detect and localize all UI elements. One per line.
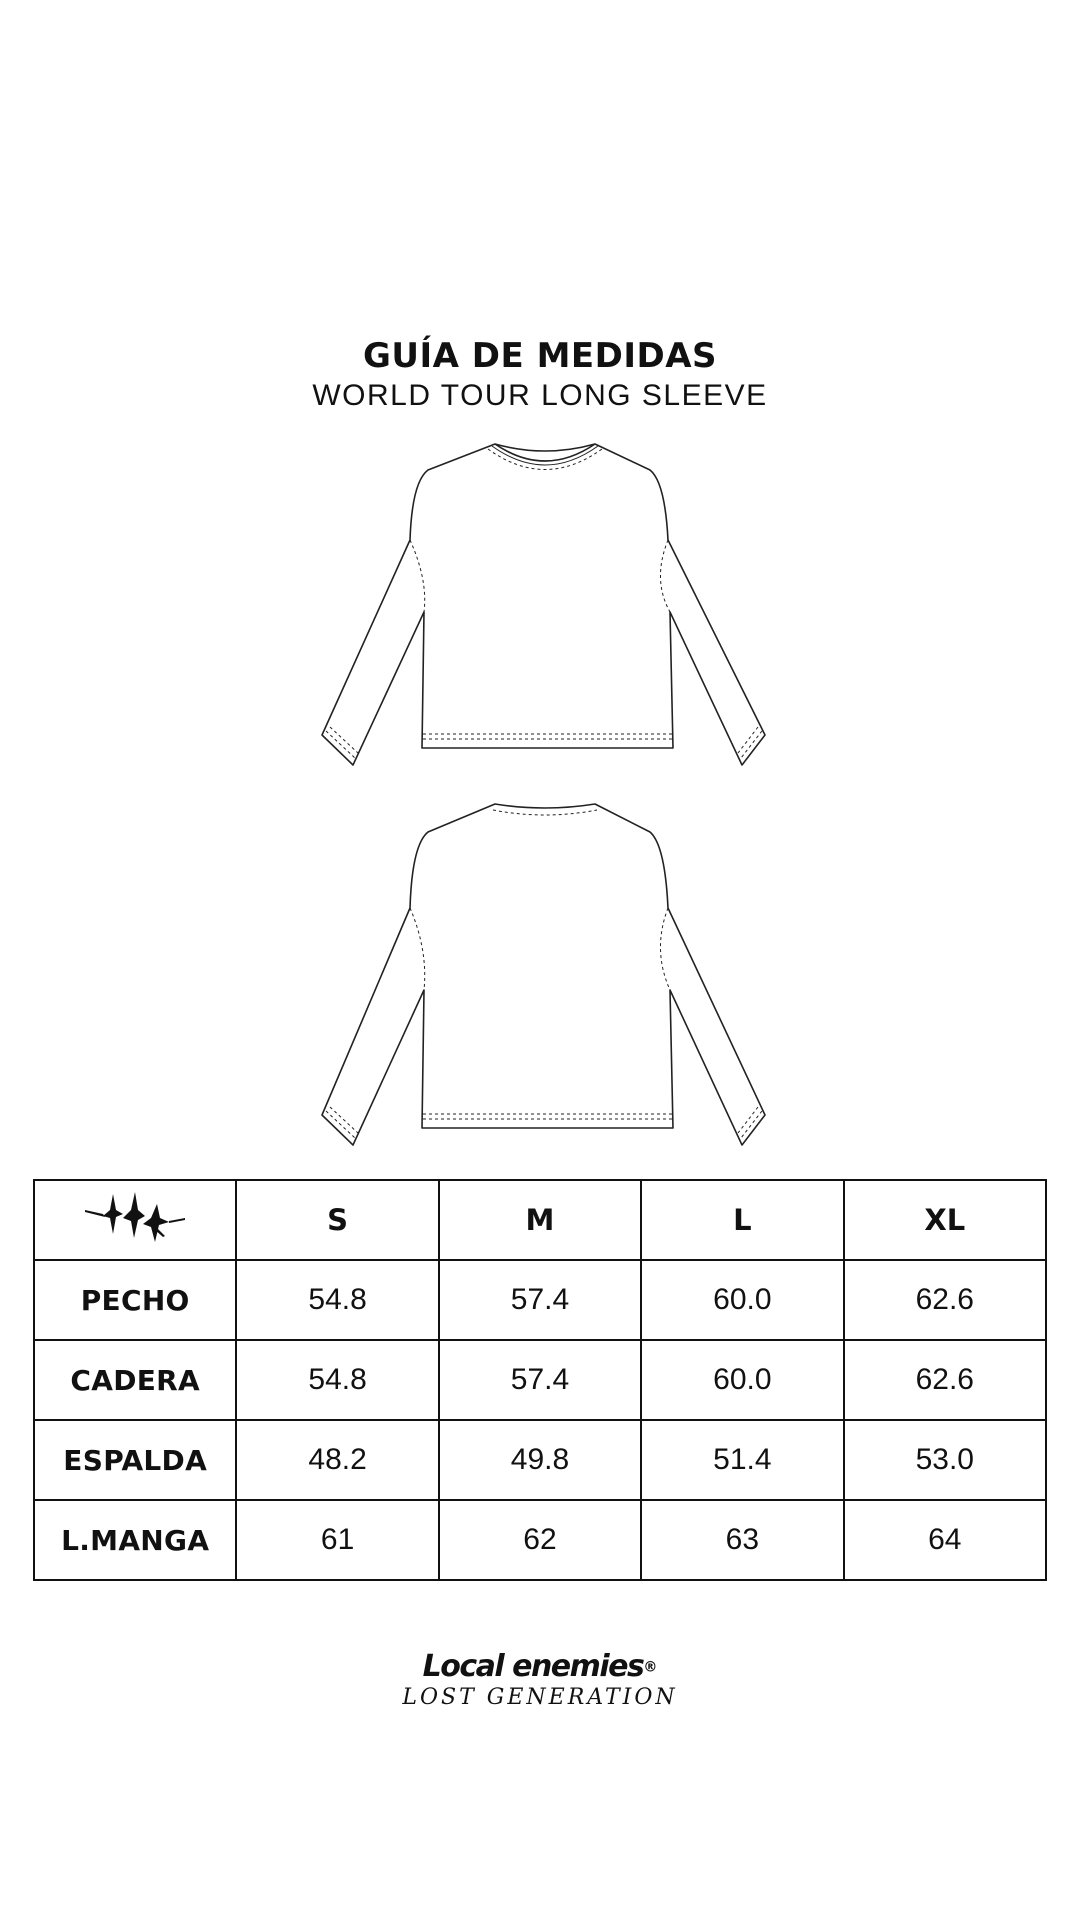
- table-cell: 53.0: [844, 1420, 1046, 1500]
- registered-mark: ®: [643, 1659, 658, 1676]
- size-header-l: L: [641, 1180, 843, 1260]
- table-cell: 51.4: [641, 1420, 843, 1500]
- brand-name: [0, 1650, 1080, 1685]
- table-cell: 64: [844, 1500, 1046, 1580]
- brand-logo: [0, 1650, 1080, 1711]
- size-header-s: S: [236, 1180, 438, 1260]
- row-label: PECHO: [34, 1260, 236, 1340]
- table-header-row: [34, 1180, 1046, 1260]
- table-row-l-manga: [34, 1500, 1046, 1580]
- table-cell: 62.6: [844, 1340, 1046, 1420]
- long-sleeve-front-icon: [310, 430, 780, 770]
- table-cell: 60.0: [641, 1260, 843, 1340]
- star-cluster-logo-icon: [85, 1190, 185, 1246]
- table-row-pecho: [34, 1260, 1046, 1340]
- table-cell: 62: [439, 1500, 641, 1580]
- row-label: ESPALDA: [34, 1420, 236, 1500]
- table-cell: 54.8: [236, 1340, 438, 1420]
- table-cell: 62.6: [844, 1260, 1046, 1340]
- table-cell: 61: [236, 1500, 438, 1580]
- long-sleeve-back-icon: [310, 790, 780, 1150]
- corner-cell: [34, 1180, 236, 1260]
- brand-tagline: LOST GENERATION: [402, 1684, 678, 1710]
- table-cell: 49.8: [439, 1420, 641, 1500]
- size-chart-table: [33, 1179, 1047, 1581]
- size-header-m: M: [439, 1180, 641, 1260]
- table-row-cadera: [34, 1340, 1046, 1420]
- table-cell: 57.4: [439, 1260, 641, 1340]
- table-cell: 60.0: [641, 1340, 843, 1420]
- table-row-espalda: [34, 1420, 1046, 1500]
- table-cell: 54.8: [236, 1260, 438, 1340]
- row-label: CADERA: [34, 1340, 236, 1420]
- page-title: GUÍA DE MEDIDAS: [362, 336, 718, 376]
- table-cell: 57.4: [439, 1340, 641, 1420]
- row-label: L.MANGA: [34, 1500, 236, 1580]
- table-cell: 48.2: [236, 1420, 438, 1500]
- brand-name-text: Local enemies: [422, 1649, 644, 1684]
- size-header-xl: XL: [844, 1180, 1046, 1260]
- table-cell: 63: [641, 1500, 843, 1580]
- page-subtitle: WORLD TOUR LONG SLEEVE: [312, 379, 768, 412]
